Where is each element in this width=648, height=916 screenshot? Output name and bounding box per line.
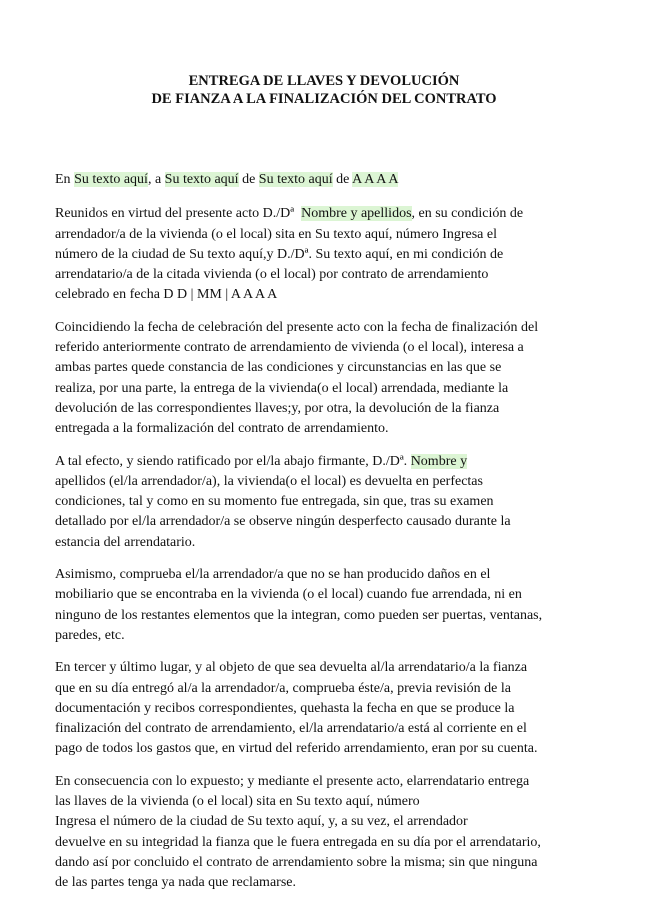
paragraph-reunidos <box>55 204 585 305</box>
landlord-name-field[interactable]: Nombre y apellidos <box>301 206 412 222</box>
title-line-1: ENTREGA DE LLAVES Y DEVOLUCIÓN <box>188 73 460 89</box>
text: , a <box>147 172 162 187</box>
paragraph-coincidiendo <box>55 318 585 440</box>
line: finalización del contrato de arrendamiento, el/la arrendatario/a está al corriente en el <box>55 721 527 737</box>
line: arrendatario/a de la citada vivienda (o el local) por contrato de arrendamiento <box>55 267 489 283</box>
paragraph-asimismo <box>55 565 585 646</box>
line <box>55 204 585 224</box>
line: de las partes tenga ya nada que reclamarse. <box>55 875 296 891</box>
line: Asimismo, comprueba el/la arrendador/a que no se han producido daños en el <box>55 567 491 583</box>
line: arrendador/a de la vivienda (o el local) sita en Su texto aquí, número Ingresa el <box>55 226 497 242</box>
line: mobiliario que se encontraba en la vivienda (o el local) cuando fue arrendada, ni en <box>55 587 522 603</box>
line: pago de todos los gastos que, en virtud del referido arrendamiento, eran por su cuenta. <box>55 741 538 757</box>
line: ambas partes quede constancia de las condiciones y circunstancias en las que se <box>55 360 502 376</box>
paragraph-tal-efecto <box>55 452 585 553</box>
line: Ingresa el número de la ciudad de Su texto aquí, y, a su vez, el arrendador <box>55 814 468 830</box>
line: detallado por el/la arrendador/a se observe ningún desperfecto causado durante la <box>55 514 511 530</box>
document-body <box>55 170 585 906</box>
line: Coincidiendo la fecha de celebración del presente acto con la fecha de finalización del <box>55 319 539 335</box>
text: Reunidos en virtud del presente acto D./Dª <box>55 206 295 222</box>
text: , en su condición de <box>411 206 524 222</box>
line: las llaves de la vivienda (o el local) sita en Su texto aquí, número <box>55 794 420 810</box>
paragraph-date <box>55 170 585 190</box>
line: realiza, por una parte, la entrega de la vivienda(o el local) arrendada, mediante la <box>55 380 509 396</box>
line: devuelve en su integridad la fianza que le fuera entregada en su día por el arrendatario, <box>55 834 541 850</box>
line: En consecuencia con lo expuesto; y mediante el presente acto, elarrendatario entrega <box>55 773 530 789</box>
paragraph-tercer-lugar <box>55 658 585 759</box>
line: entregada a la formalización del contrato de arrendamiento. <box>55 421 389 437</box>
line: dando así por concluido el contrato de arrendamiento sobre la misma; sin que ninguna <box>55 854 538 870</box>
text: de <box>242 172 256 187</box>
city-field[interactable]: Su texto aquí <box>74 172 148 187</box>
line: número de la ciudad de Su texto aquí,y D./Dª. Su texto aquí, en mi condición de <box>55 246 504 262</box>
document-title <box>0 72 648 108</box>
line <box>55 452 585 472</box>
paragraph-consecuencia <box>55 772 585 894</box>
date-line <box>55 170 585 190</box>
year-field[interactable]: A A A A <box>352 172 399 187</box>
title-line-2: DE FIANZA A LA FINALIZACIÓN DEL CONTRATO <box>151 91 497 107</box>
line: apellidos (el/la arrendador/a), la vivienda(o el local) es devuelta en perfectas <box>55 473 483 489</box>
line: referido anteriormente contrato de arrendamiento de vivienda (o el local), interesa a <box>55 340 524 356</box>
line: paredes, etc. <box>55 627 125 643</box>
line: devolución de las correspondientes llaves;y, por otra, la devolución de la fianza <box>55 400 500 416</box>
line: condiciones, tal y como en su momento fue entregada, sin que, tras su examen <box>55 494 494 510</box>
line: estancia del arrendatario. <box>55 534 196 550</box>
line: ninguno de los restantes elementos que la integran, como pueden ser puertas, ventanas, <box>55 607 543 623</box>
text: de <box>336 172 350 187</box>
day-field[interactable]: Su texto aquí <box>164 172 239 187</box>
line: que en su día entregó al/a la arrendador/a, comprueba éste/a, previa revisión de la <box>55 680 511 696</box>
line: En tercer y último lugar, y al objeto de que sea devuelta al/la arrendatario/a la fianza <box>55 660 528 676</box>
text: A tal efecto, y siendo ratificado por el/la abajo firmante, D./Dª. <box>55 453 408 469</box>
signer-name-field[interactable]: Nombre y <box>410 453 468 469</box>
text: En <box>55 172 71 187</box>
month-field[interactable]: Su texto aquí <box>258 172 333 187</box>
line: documentación y recibos correspondientes, quehasta la fecha en que se produce la <box>55 700 515 716</box>
line: celebrado en fecha D D | MM | A A A A <box>55 287 278 303</box>
